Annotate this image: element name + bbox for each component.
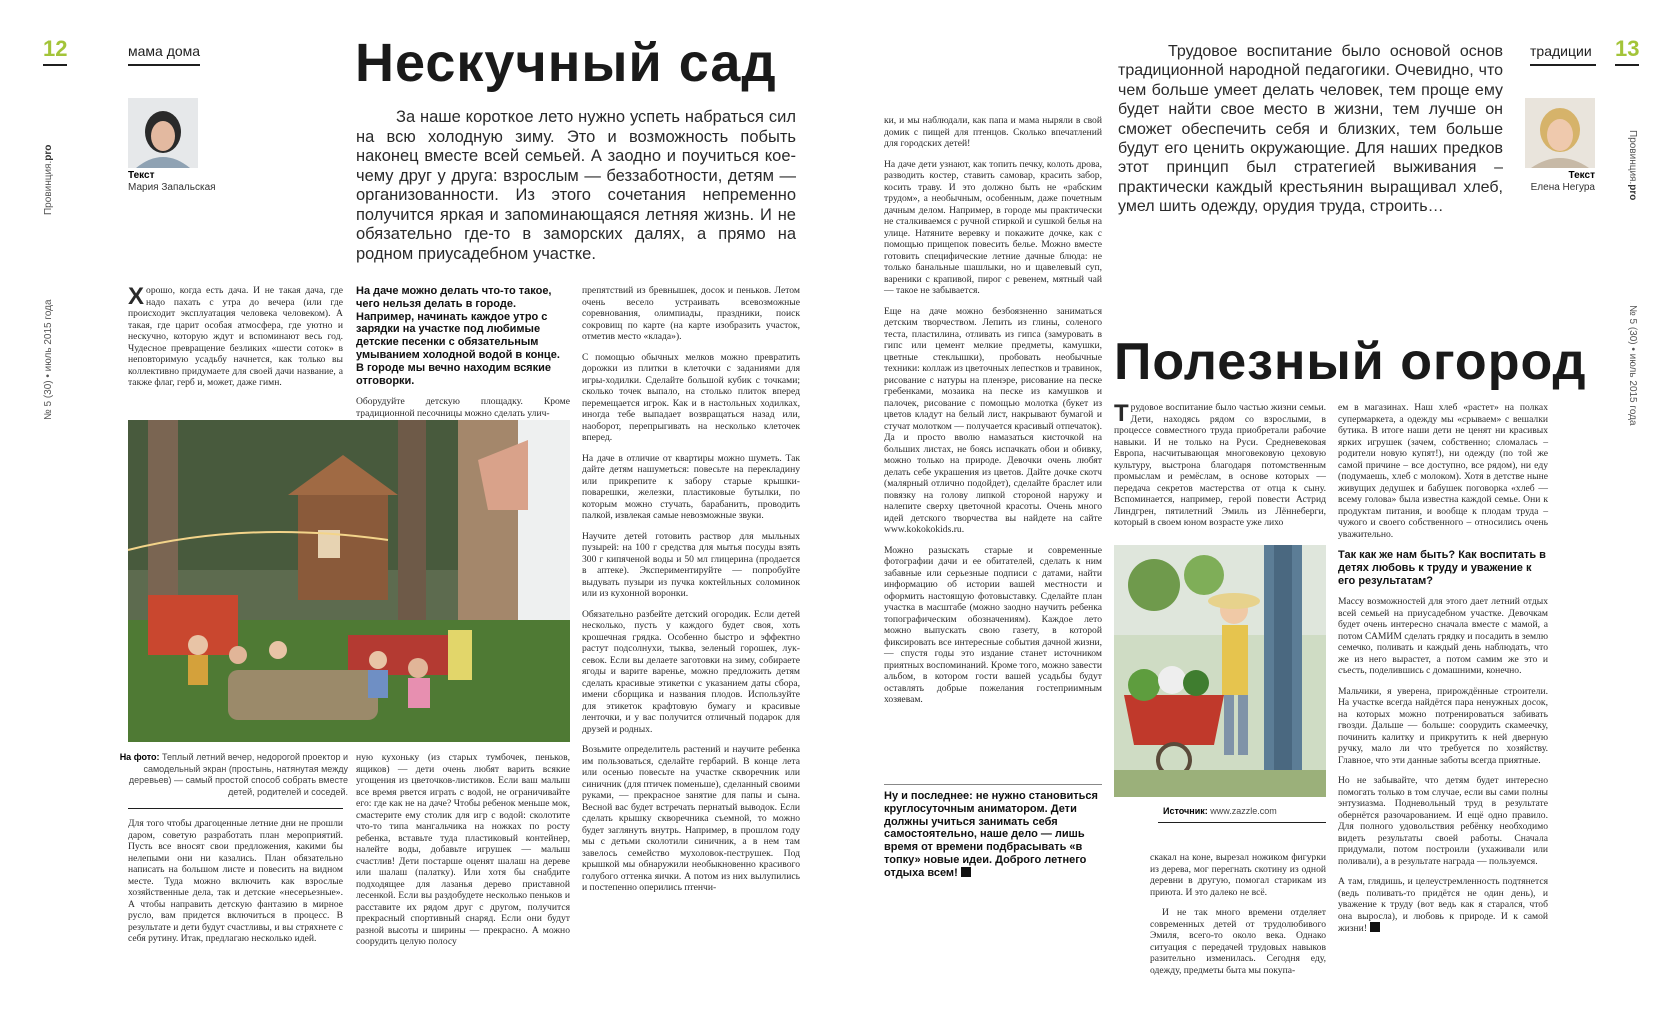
column-c [1338, 402, 1548, 978]
body-text: ную кухоньку (из старых тумбочек, пеньков, ящиков) — дети очень любят варить всякие угощения из цветочков-листиков. Если ваш малыш все время рвется играть с водой, не ограничивайте его: где как не на даче? Чтобы ребенок меньше мок, смастерите ему столик для игр с водой: сколотите что-то типа мангальчика на ножках по росту ребенка, вставьте туда пластиковый контейнер, налейте воды, добавьте игрушек — малыш счастлив! Дети постарше оценят шалаш на дереве или шалаш (палатку). Или хотя бы снабдите подходящее для лазанья дерево приставной лесенкой. Если вы раздобудете несколько пеньков и расставите их рядом друг с другом, получится прекрасный спортивный снаряд. Если они будут разной высоты и ширины — прекрасно. А можно соорудить целую полосу [356, 752, 570, 947]
side-brand-left: Провинция.pro [43, 144, 54, 215]
photo-caption: На фото: Теплый летний вечер, недорогой проектор и самодельный экран (простынь, натянутая между деревьев) — самый простой способ собрать вместе детей, родителей и соседей. [119, 752, 348, 797]
body-text: Мальчики, я уверена, прирождённые строители. На участке всегда найдётся пара ненужных досок, на которых можно потренироваться забивать гвозди. Дальше — больше: соорудить скамеечку, починить калитку и прикрутить к ней дверную ручку, мало ли что требуется по хозяйству. Главное, что эти данные заботы всегда приятные. [1338, 685, 1548, 766]
body-text: На даче дети узнают, как топить печку, колоть дрова, разводить костер, ставить самовар, красить забор, косить траву. И это должно быть не «рабским трудом», а необычным, особенным, даже почетным дачным делом. Например, в городе мы практически не сталкиваемся с ручной стиркой и сушкой белья на улице. Натяните веревку и покажите дочке, как с помощью прищепок повесить белье. Можно вместе готовить специфические летние дачные блюда: не только банальные шашлыки, но и щавелевый суп, вареники с крапивой, пирог с ревенем, мятный чай — такое не забывается. [884, 158, 1102, 296]
page-number-left: 12 [43, 36, 68, 61]
page-number-rule [43, 64, 67, 66]
end-mark-icon [961, 867, 971, 877]
body-text: орошо, когда есть дача. И не такая дача, где надо пахать с утра до вечера (или где происходит эксплуатация человека человеком). А такая, где царит особая атмосфера, где уютно и нескучно, которую ждут и вспоминают весь год. Чудесное превращение безликих «шести соток» в неповторимую усадьбу начнется, как только вы коллективно придумаете для своей дачи название, а также флаг, герб и, может, даже гимн. [128, 285, 343, 388]
body-text: Возьмите определитель растений и научите ребенка им пользоваться, сделайте гербарий. В конце лета или осенью повесьте на участке скворечник или синичник (для птичек поменьше), сделанный своими руками, — прекрасное занятие для папы и сына. Весной вас будет встречать пернатый выводок. Если сделать крышку скворечника съемной, то можно будет заглянуть внутрь. Например, в прошлом году мы с детьми сколотили синичник, а в нем там завелось семейство мухоловок-пеструшек. Под крышкой мы обнаружили необыкновенно красивого голубого оттенка яички. А потом из них вылупились и постепенно оперились птенчи- [582, 744, 800, 893]
body-text: А там, глядишь, и целеустремленность подтянется (ведь поливать-то придётся не один день), и уважение к труду (вот ведь как я старался, чтоб она выросла), и любовь к природе. И к самой жизни! [1338, 876, 1548, 935]
article-illustration-garden [1114, 545, 1326, 797]
article-headline: Нескучный сад [355, 33, 777, 93]
left-page [0, 0, 838, 1017]
drop-cap: Х [128, 283, 145, 310]
highlight-rule [884, 784, 1102, 785]
rubric-rule [128, 64, 200, 66]
side-brand-right: Провинция.pro [1627, 130, 1638, 201]
right-page [838, 0, 1680, 1017]
body-text: Обязательно разбейте детский огородик. Если детей несколько, пусть у каждого будет своя, хоть крошечная грядка. Особенно быстро и эффектно растут подсолнухи, тыква, зеленый горошек, лук-севок. Если вы делаете заготовки на зиму, собираете ягоды и варите варенье, можно предложить детям сделать красивые этикетки с указанием даты сбора, имени сборщика и названия плодов. Используйте для этикеток крафтовую бумагу и красивые ленточки, и у вас получится отличный подарок для друзей и родных. [582, 608, 800, 735]
column-b-top [1114, 402, 1326, 534]
highlight-paragraph: Так как же нам быть? Как воспитать в детях любовь к труду и уважение к его результатам? [1338, 549, 1546, 587]
author-photo [128, 98, 198, 168]
article-photo-backyard [128, 420, 570, 742]
page-number-right: 13 [1615, 36, 1640, 61]
caption-rule [128, 808, 343, 809]
section-rubric-right: традиции [1530, 43, 1592, 59]
body-text: Научите детей готовить раствор для мыльных пузырей: на 100 г средства для мытья посуды взять 300 г кипяченой воды и 50 мл глицерина (продается в аптеке). Экспериментируйте — попробуйте выдувать пузыри из пучка коктейльных соломинок или из кухонной воронки. [582, 530, 800, 599]
closing-highlight: Ну и последнее: не нужно становиться круглосуточным аниматором. Дети должны учиться занимать себя самостоятельно, наше дело — лишь время от времени подбрасывать «в топку» новые идеи. Доброго летнего отдыха всем! [884, 790, 1098, 879]
body-text: Можно разыскать старые и современные фотографии дачи и ее обитателей, сделать к ним забавные или серьезные подписи с датами, найти информацию об истории вашей местности и оформить настоящую фотовыставку. Сделайте план участка в масштабе (можно заодно научить ребенка топографическим обозначениям). Каждое лето можно выпускать свою газету, в которой фиксировать все интересные события дачной жизни, — спустя годы это издание станет источником приятных воспоминаний. Кроме того, можно завести альбом, в котором гости вашей усадьбы будут оставлять добрые пожелания гостеприимным хозяевам. [884, 544, 1102, 705]
body-text: рудовое воспитание было частью жизни семьи. Дети, находясь рядом со взрослыми, в процессе совместного труда приобретали рабочие навыки. И не только на Руси. Средневековая Европа, насчитывающая многовековую цеховую культуру, выстрона благодаря потомственным промыслам и ремёслам, в основе которых — передача секретов мастерства от отца к сыну. Вспоминается, например, герой повести Астрид Линдгрен, пятилетний Эмиль из Лённеберги, который в своем юном возрасте уже лихо [1114, 402, 1326, 528]
side-issue-right: № 5 (30) • июль 2015 года [1627, 305, 1638, 426]
column-b-bottom [1150, 852, 1326, 978]
end-mark-icon [1370, 922, 1380, 932]
body-text: ки, и мы наблюдали, как папа и мама ныряли в свой домик с пищей для птенцов. Сколько впечатлений для городских детей! [884, 115, 1102, 149]
section-rubric-left: мама дома [128, 43, 201, 59]
author-credit: Текст Елена Негура [1530, 170, 1595, 193]
column-2-bottom [356, 752, 570, 978]
source-rule [1158, 822, 1326, 823]
article-headline-2: Полезный огород [1114, 333, 1587, 391]
body-text: скакал на коне, вырезал ножиком фигурки из дерева, мог перегнать скотину из одной деревни в другую, помогал старикам из приюта. И это далеко не всё. [1150, 852, 1326, 898]
rubric-rule [1530, 64, 1596, 66]
body-text: Для того чтобы драгоценные летние дни не прошли даром, советую разработать план мероприятий. Пусть все вносят свои предложения, какими бы нелепыми они ни казались. План обязательно написать на большом листе и повесить на видном месте. Туда можно включить как взрослые хозяйственные дела, так и детские «несерьезные». А чтобы направить детскую фантазию в мирное русло, вам придется включиться в процесс. В результате и дети будут счастливы, и вы стряхнете с себя рутину. Итак, предлагаю несколько идей. [128, 818, 343, 944]
column-1-top [128, 285, 343, 413]
page-number-rule [1615, 64, 1639, 66]
column-a [884, 115, 1102, 785]
article-intro: Трудовое воспитание было основой основ традиционной народной педагогики. Очевидно, что чем больше умеет делать человек, тем проще ему будет найти свое место в жизни, тем лучше он сможет обеспечить себя и близких, тем больше будут его ценить окружающие. Для наших предков этот принцип был стратегией выживания – практически каждый крестьянин выращивал хлеб, умел шить одежду, орудия труда, строить… [1118, 43, 1503, 216]
image-source: Источник: www.zazzle.com [1163, 806, 1277, 816]
body-text: Массу возможностей для этого дает летний отдых всей семьей на приусадебном участке. Девочкам будет очень интересно сначала вместе с мамой, а потом САМИМ сделать грядку и посадить в землю семечко, поливать и каждый день наблюдать, что же из него вырастет, а потом самим же это и съесть, поделившись с домашними, конечно. [1338, 596, 1548, 677]
closing-highlight-box [884, 790, 1102, 890]
author-photo [1525, 98, 1595, 168]
body-text: препятствий из бревнышек, досок и пеньков. Летом очень весело устраивать всевозможные соревнования, олимпиады, праздники, поиск сокровищ по карте (на карте изобразить участок, отметив место «клада»). [582, 285, 800, 342]
column-2-top [356, 285, 570, 419]
article-lead: За наше короткое лето нужно успеть набраться сил на всю холодную зиму. Это и возможность побыть наконец вместе всей семьей. А заодно и поучиться кое-чему друг у друга: взрослым — беззаботности, детям — организованности. Из этого сочетания непременно получится яркая и запоминающаяся летняя жизнь. И не обязательно где-то в заморских далях, а прямо на родном приусадебном участке. [356, 108, 796, 263]
body-text: На даче в отличие от квартиры можно шуметь. Так дайте детям нашуметься: повесьте на перекладину или прикрепите к забору старые крышки-поварешки, железки, пластиковые бутылки, по которым можно стучать, барабанить, проводить палкой, извлекая самые невозможные звуки. [582, 452, 800, 521]
column-3 [582, 285, 800, 978]
body-text: Оборудуйте детскую площадку. Кроме традиционной песочницы можно сделать улич- [356, 396, 570, 419]
drop-cap: Т [1114, 400, 1129, 427]
highlight-paragraph: На даче можно делать что-то такое, чего нельзя делать в городе. Например, начинать каждое утро с зарядки на участке под любимые детские песенки с обязательным умыванием холодной водой в конце. В городе мы вечно находим всякие отговорки. [356, 285, 560, 387]
body-text: Еще на даче можно безбоязненно заниматься детским творчеством. Лепить из глины, соленого теста, пластилина, отливать из гипса (замуровать в гипс или цемент мелкие предметы, камушки, цветные стеклышки), пробовать необычные техники: коллаж из цветочных лепестков и травинок, рисование с натуры на пленэре, рисование на песке гребенками, мозаика на песке из камушков и палочек, рисование с помощью молотка (букет из цветов кладут на белый лист, накрывают бумагой и стучат молотком — получается красивый отпечаток). Да и просто вволю намазаться кисточкой на больших листах, не боясь испачкать обои и обивку, можно только на природе. Девочки очень любят делать себе украшения из цветов. Дайте дочке скотч (малярный отлично подойдет), сделайте браслет или повязку на голову липкой стороной наружу и налепите сверху цветочной красоты. Очень много идей детского творчества вы найдете на сайте www.kokokokids.ru. [884, 305, 1102, 535]
side-issue-left: № 5 (30) • июль 2015 года [43, 299, 54, 420]
author-credit: Текст Мария Запальская [128, 170, 216, 193]
body-text: Но не забывайте, что детям будет интересно помогать только в том случае, если вы сами полны энтузиазма. Подневольный труд в результате обернётся разочарованием. И ещё одно правило. Для полного удовольствия ребёнку необходимо видеть результаты своей работы. Сначала придумали, потом построили (ухаживали или поливали), а в результате награда — пользуемся. [1338, 775, 1548, 867]
body-text: ем в магазинах. Наш хлеб «растет» на полках супермаркета, а одежду мы «срываем» с вешалки бутика. В итоге наши дети не ценят ни красивых ярких игрушек (зачем, собственно; сломалась – родители новую купят!), ни одежду (по той же самой причине – все доступно, все рядом), ни еду (подумаешь, хлеб с молоком). Хотя в детстве ныне живущих дедушек и бабушек поговорка «хлеб — всему голова» была известна каждой семье. Они к продуктам питания, и вообще к плодам труда – чужого и своего собственного – относились очень уважительно. [1338, 402, 1548, 540]
column-1-bottom [128, 818, 343, 978]
body-text: С помощью обычных мелков можно превратить дорожки из плитки в клеточки с заданиями для игры-ходилки. Сделайте большой кубик с точками; сколько точек выпало, на столько плиток вперед перемещается игрок. Как и в настольных ходилках, иногда тебе выпадает возвращаться назад или, наоборот, перепрыгивать на несколько клеточек вперед. [582, 351, 800, 443]
body-text: И не так много времени отделяет современных детей от трудолюбивого Эмиля, всего-то около века. Однако ситуация с передачей трудовых навыков разительно изменилась. Сегодня еду, одежду, предметы быта мы покупа- [1150, 907, 1326, 976]
